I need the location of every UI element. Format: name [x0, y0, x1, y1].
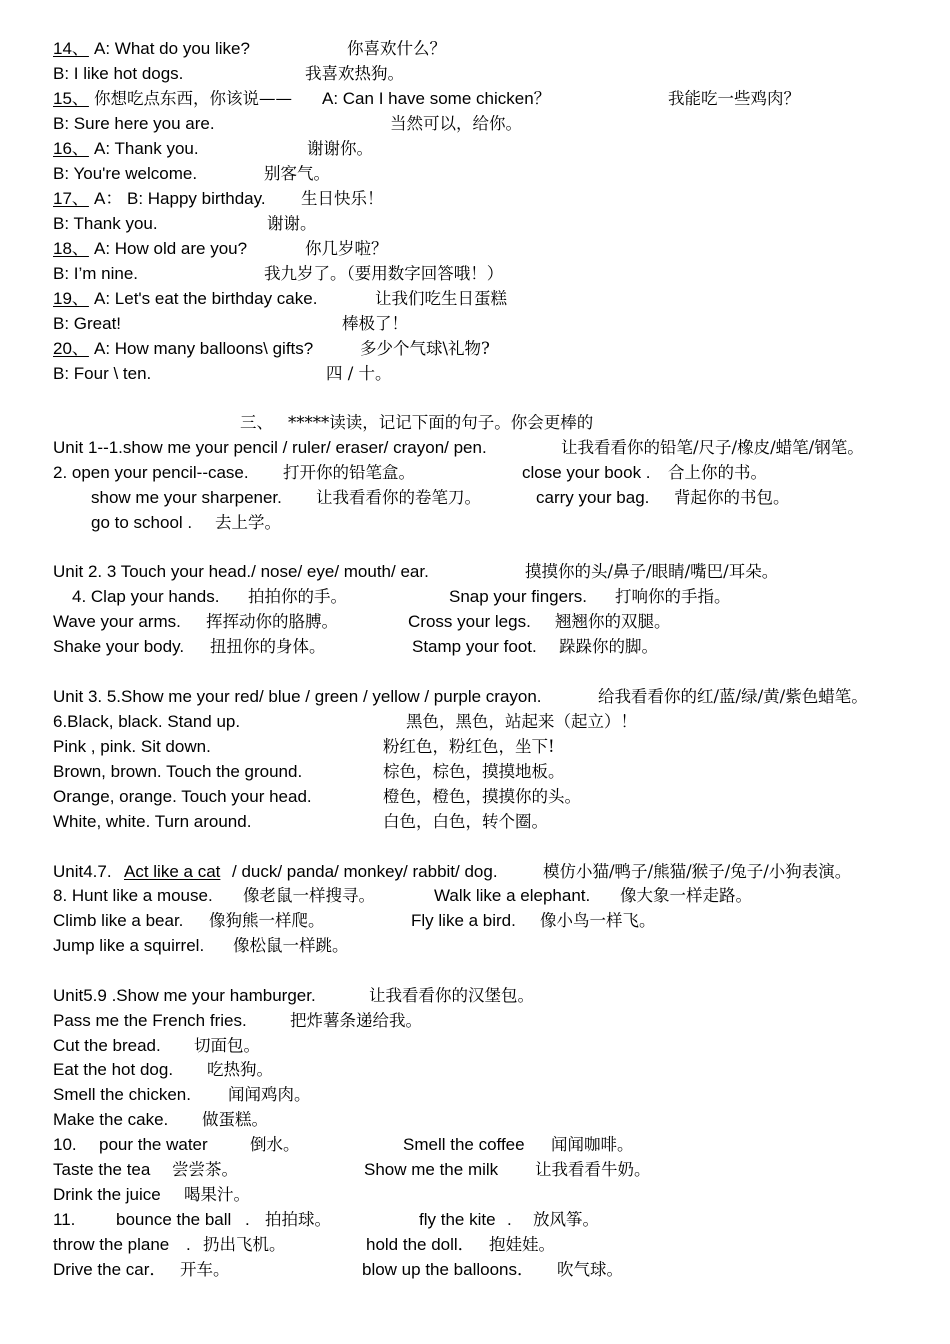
chinese-text: 让我看看你的铅笔/尺子/橡皮/蜡笔/钢笔。	[561, 438, 864, 457]
chinese-text: 拍拍你的手。	[248, 587, 347, 606]
text-line	[0, 187, 950, 211]
text-line	[0, 1108, 950, 1132]
chinese-text: 去上学。	[215, 513, 281, 532]
english-text: / duck/ panda/ monkey/ rabbit/ dog.	[232, 862, 498, 881]
text-line	[0, 337, 950, 361]
text-line	[0, 237, 950, 261]
english-text: A: Can I have some chicken？	[322, 89, 551, 108]
text-line	[0, 1233, 950, 1257]
english-text: .	[186, 1235, 191, 1254]
english-text: 10.	[53, 1135, 77, 1154]
english-text: bounce the ball	[116, 1210, 232, 1229]
chinese-text: 我九岁了。（要用数字回答哦！）	[264, 264, 504, 283]
chinese-text: 把炸薯条递给我。	[290, 1011, 422, 1030]
english-text: Smell the chicken.	[53, 1085, 191, 1104]
english-text: Make the cake.	[53, 1110, 169, 1129]
text-line	[0, 884, 950, 908]
chinese-text: 你喜欢什么？	[347, 39, 446, 58]
chinese-text: *****读读，记记下面的句子。你会更棒的	[288, 413, 594, 432]
english-text: Walk like a elephant.	[434, 886, 591, 905]
text-line	[0, 87, 950, 111]
text-line	[0, 1009, 950, 1033]
chinese-text: 背起你的书包。	[674, 488, 790, 507]
text-line	[0, 62, 950, 86]
english-text: 17、	[53, 189, 89, 208]
chinese-text: 像狗熊一样爬。	[209, 911, 325, 930]
chinese-text: 闻闻咖啡。	[551, 1135, 634, 1154]
english-text: Unit 3. 5.Show me your red/ blue / green / yellow / purple crayon.	[53, 687, 542, 706]
english-text: pour the water	[99, 1135, 208, 1154]
english-text: 11.	[53, 1210, 76, 1229]
english-text: Drink the juice	[53, 1185, 161, 1204]
text-line	[0, 262, 950, 286]
english-text: B: Great!	[53, 314, 122, 333]
chinese-text: 翘翘你的双腿。	[555, 612, 671, 631]
english-text: B: I like hot dogs.	[53, 64, 184, 83]
english-text: .	[507, 1210, 512, 1229]
chinese-text: 我能吃一些鸡肉？	[668, 89, 800, 108]
chinese-text: 扔出飞机。	[203, 1235, 286, 1254]
english-text: Eat the hot dog.	[53, 1060, 174, 1079]
chinese-text: 摸摸你的头/鼻子/眼睛/嘴巴/耳朵。	[525, 562, 779, 581]
chinese-text: 做蛋糕。	[202, 1110, 268, 1129]
chinese-text: 放风筝。	[533, 1210, 599, 1229]
english-text: Orange, orange. Touch your head.	[53, 787, 312, 806]
chinese-text: 像老鼠一样搜寻。	[243, 886, 375, 905]
english-text: Smell the coffee	[403, 1135, 525, 1154]
chinese-text: 模仿小猫/鸭子/熊猫/猴子/兔子/小狗表演。	[543, 862, 852, 881]
chinese-text: 我喜欢热狗。	[305, 64, 404, 83]
text-line	[0, 287, 950, 311]
text-line	[0, 137, 950, 161]
english-text: Cross your legs.	[408, 612, 531, 631]
text-line	[0, 511, 950, 535]
chinese-text: 打开你的铅笔盒。	[283, 463, 415, 482]
chinese-text: 合上你的书。	[668, 463, 767, 482]
english-text: 16、	[53, 139, 89, 158]
english-text: Brown, brown. Touch the ground.	[53, 762, 303, 781]
english-text: Unit 1--1.show me your pencil / ruler/ eraser/ crayon/ pen.	[53, 438, 487, 457]
english-text: B: Thank you.	[53, 214, 158, 233]
english-text: 19、	[53, 289, 89, 308]
text-line	[0, 362, 950, 386]
english-text: A: How old are you?	[94, 239, 248, 258]
english-text: Cut the bread.	[53, 1036, 161, 1055]
english-text: B: Sure here you are.	[53, 114, 215, 133]
text-line	[0, 585, 950, 609]
text-line	[0, 685, 950, 709]
chinese-text: 三、	[240, 413, 273, 432]
english-text: A: Thank you.	[94, 139, 199, 158]
english-text: go to school .	[91, 513, 193, 532]
chinese-text: 吹气球。	[557, 1260, 623, 1279]
english-text: 20、	[53, 339, 89, 358]
text-line	[0, 411, 950, 435]
chinese-text: 棒极了！	[342, 314, 408, 333]
chinese-text: 白色，白色，转个圈。	[383, 812, 548, 831]
english-text: hold the doll．	[366, 1235, 475, 1254]
chinese-text: 你几岁啦？	[305, 239, 388, 258]
english-text: Snap your fingers.	[449, 587, 587, 606]
english-text: Show me the milk	[364, 1160, 499, 1179]
english-text: B: I’m nine.	[53, 264, 139, 283]
chinese-text: 跺跺你的脚。	[559, 637, 658, 656]
english-text: Unit5.9 .Show me your hamburger.	[53, 986, 316, 1005]
chinese-text: 让我看看你的汉堡包。	[369, 986, 534, 1005]
english-text: A：	[94, 189, 123, 208]
chinese-text: 像松鼠一样跳。	[233, 936, 349, 955]
chinese-text: 吃热狗。	[207, 1060, 273, 1079]
chinese-text: 谢谢你。	[307, 139, 373, 158]
text-line	[0, 1258, 950, 1282]
chinese-text: 让我看看你的卷笔刀。	[316, 488, 481, 507]
text-line	[0, 984, 950, 1008]
english-text: 14、	[53, 39, 89, 58]
chinese-text: 橙色，橙色，摸摸你的头。	[383, 787, 581, 806]
chinese-text: 让我看看牛奶。	[535, 1160, 651, 1179]
english-text: White, white. Turn around.	[53, 812, 252, 831]
english-text: 6.Black, black. Stand up.	[53, 712, 241, 731]
chinese-text: 抱娃娃。	[489, 1235, 555, 1254]
chinese-text: 四 / 十。	[326, 364, 392, 383]
english-text: A: What do you like?	[94, 39, 250, 58]
text-line	[0, 610, 950, 634]
text-line	[0, 112, 950, 136]
english-text: Pink , pink. Sit down.	[53, 737, 211, 756]
chinese-text: 切面包。	[194, 1036, 260, 1055]
text-line	[0, 735, 950, 759]
chinese-text: 像小鸟一样飞。	[540, 911, 656, 930]
text-line	[0, 461, 950, 485]
english-text: Taste the tea	[53, 1160, 151, 1179]
english-text: 18、	[53, 239, 89, 258]
english-text: 15、	[53, 89, 89, 108]
text-line	[0, 212, 950, 236]
english-text: B: You're welcome.	[53, 164, 198, 183]
chinese-text: 尝尝茶。	[172, 1160, 238, 1179]
english-text: blow up the balloons．	[362, 1260, 535, 1279]
text-line	[0, 162, 950, 186]
chinese-text: 闻闻鸡肉。	[228, 1085, 311, 1104]
text-line	[0, 37, 950, 61]
chinese-text: 像大象一样走路。	[620, 886, 752, 905]
text-line	[0, 312, 950, 336]
english-text: show me your sharpener.	[91, 488, 282, 507]
text-line	[0, 1034, 950, 1058]
chinese-text: 倒水。	[250, 1135, 300, 1154]
english-text: 8. Hunt like a mouse.	[53, 886, 213, 905]
text-line	[0, 436, 950, 460]
english-text: Fly like a bird.	[411, 911, 516, 930]
english-text: Pass me the French fries.	[53, 1011, 247, 1030]
english-text: throw the plane	[53, 1235, 170, 1254]
chinese-text: 打响你的手指。	[615, 587, 731, 606]
chinese-text: 喝果汁。	[184, 1185, 250, 1204]
text-line	[0, 560, 950, 584]
english-text: Wave your arms.	[53, 612, 181, 631]
chinese-text: 给我看看你的红/蓝/绿/黄/紫色蜡笔。	[598, 687, 868, 706]
english-text: .	[245, 1210, 250, 1229]
text-line	[0, 1133, 950, 1157]
chinese-text: 拍拍球。	[265, 1210, 331, 1229]
text-line	[0, 1083, 950, 1107]
english-text: 4. Clap your hands.	[72, 587, 220, 606]
english-text: B: Happy birthday.	[127, 189, 266, 208]
text-line	[0, 710, 950, 734]
english-text: Climb like a bear.	[53, 911, 184, 930]
chinese-text: 别客气。	[264, 164, 330, 183]
chinese-text: 让我们吃生日蛋糕	[375, 289, 507, 308]
chinese-text: 挥挥动你的胳膊。	[206, 612, 338, 631]
english-text: B: Four \ ten.	[53, 364, 152, 383]
text-line	[0, 1158, 950, 1182]
text-line	[0, 1208, 950, 1232]
english-text: A: Let's eat the birthday cake.	[94, 289, 318, 308]
english-text: Act like a cat	[124, 862, 221, 881]
text-line	[0, 635, 950, 659]
chinese-text: 当然可以，给你。	[390, 114, 522, 133]
english-text: A: How many balloons\ gifts?	[94, 339, 314, 358]
chinese-text: 多少个气球\礼物?	[360, 339, 490, 358]
text-line	[0, 934, 950, 958]
text-line	[0, 760, 950, 784]
english-text: Unit4.7.	[53, 862, 112, 881]
english-text: Shake your body.	[53, 637, 185, 656]
text-line	[0, 860, 950, 884]
text-line	[0, 486, 950, 510]
text-line	[0, 785, 950, 809]
english-text: carry your bag.	[536, 488, 650, 507]
english-text: close your book .	[522, 463, 651, 482]
english-text: Unit 2. 3 Touch your head./ nose/ eye/ mouth/ ear.	[53, 562, 429, 581]
chinese-text: 粉红色，粉红色，坐下!	[383, 737, 555, 756]
english-text: 2. open your pencil--case.	[53, 463, 249, 482]
english-text: fly the kite	[419, 1210, 496, 1229]
chinese-text: 黑色，黑色，站起来（起立）！	[406, 712, 637, 731]
chinese-text: 谢谢。	[267, 214, 317, 233]
english-text: Jump like a squirrel.	[53, 936, 205, 955]
chinese-text: 扭扭你的身体。	[210, 637, 326, 656]
text-line	[0, 909, 950, 933]
english-text: Drive the car．	[53, 1260, 167, 1279]
chinese-text: 你想吃点东西，你该说——	[94, 89, 292, 108]
english-text: Stamp your foot.	[412, 637, 537, 656]
text-line	[0, 810, 950, 834]
text-line	[0, 1058, 950, 1082]
text-line	[0, 1183, 950, 1207]
chinese-text: 棕色，棕色，摸摸地板。	[383, 762, 565, 781]
chinese-text: 生日快乐！	[301, 189, 384, 208]
chinese-text: 开车。	[180, 1260, 230, 1279]
